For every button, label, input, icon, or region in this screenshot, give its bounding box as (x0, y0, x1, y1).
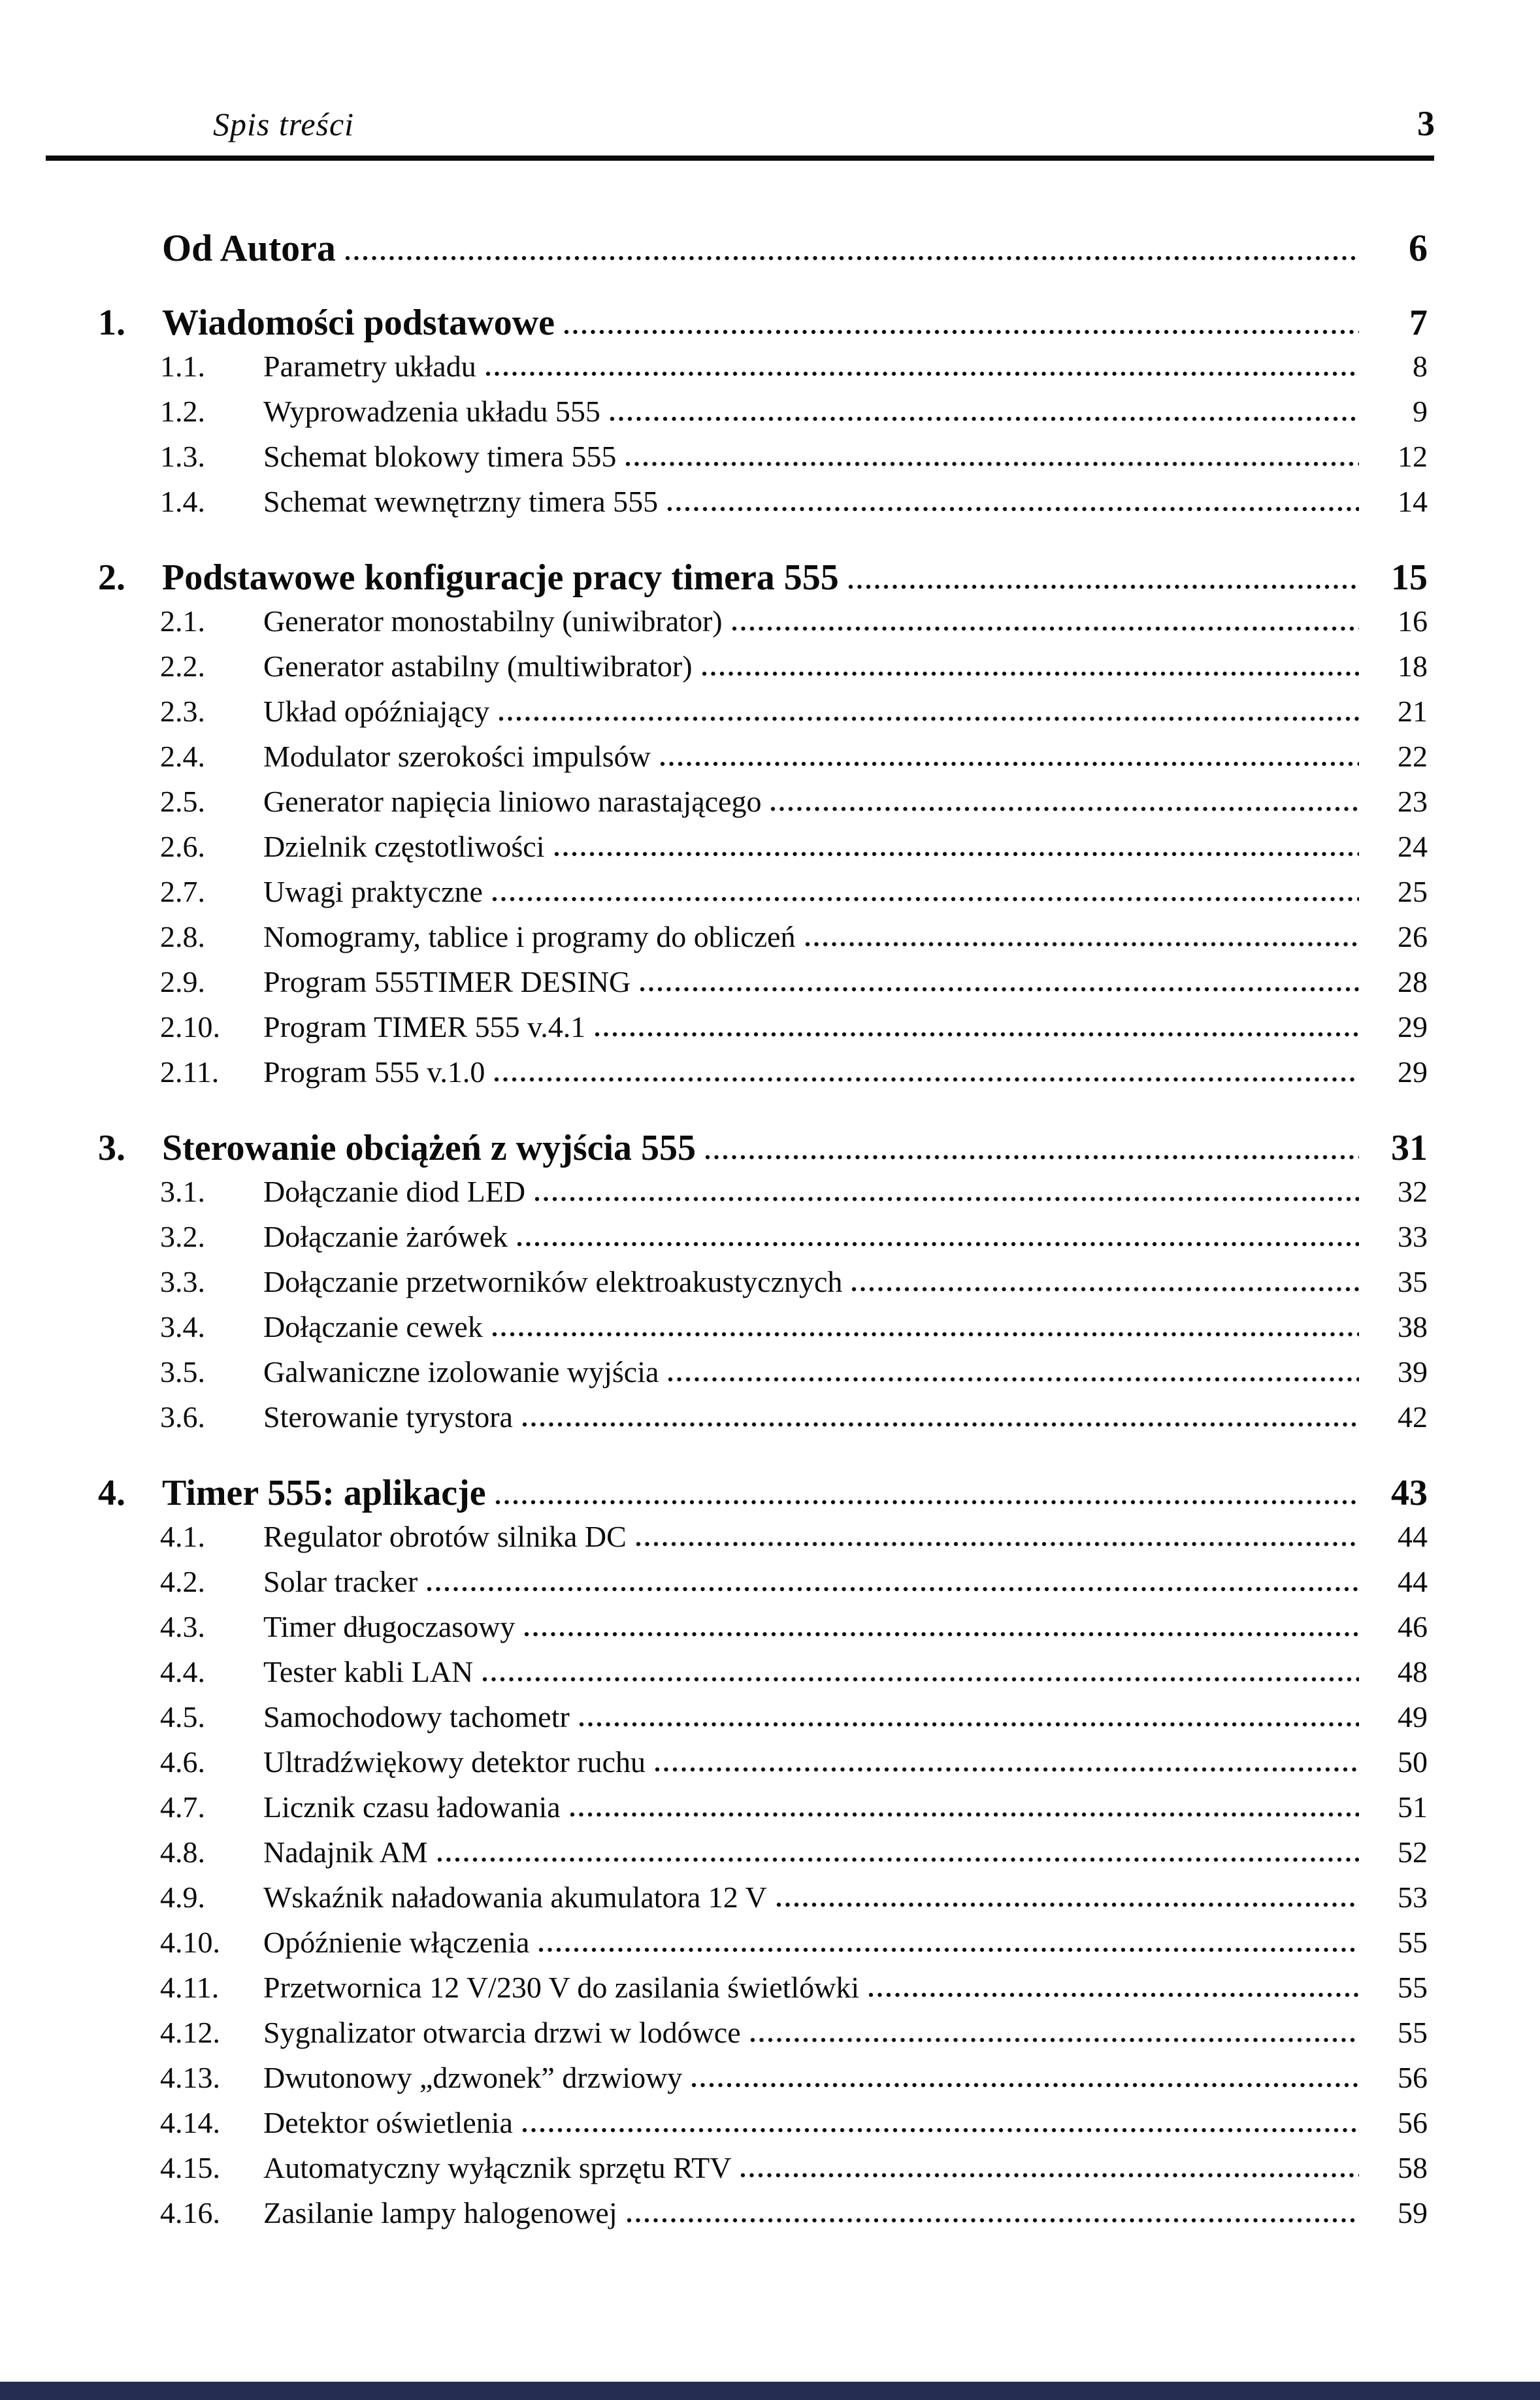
entry-page-number: 44 (1398, 1565, 1428, 1598)
entry-page-number: 21 (1398, 695, 1428, 728)
dot-leader (702, 671, 1359, 676)
toc-section-3 (0, 1127, 1540, 1445)
dot-leader (660, 761, 1359, 766)
toc-entry-row (0, 1355, 1540, 1400)
toc-entry-row (0, 439, 1540, 484)
entry-number: 4.5. (160, 1700, 205, 1734)
entry-number: 2.7. (160, 875, 205, 908)
entry-title: Regulator obrotów silnika DC (263, 1520, 627, 1553)
dot-leader (579, 1722, 1359, 1727)
entry-number: 2.5. (160, 785, 205, 818)
entry-title: Zasilanie lampy halogenowej (263, 2196, 617, 2229)
entry-page-number: 39 (1398, 1355, 1428, 1389)
section-page-number: 7 (1409, 303, 1428, 343)
scan-bottom-edge-bar (0, 2382, 1540, 2400)
dot-leader (492, 1332, 1359, 1337)
dot-leader (851, 1287, 1359, 1292)
entry-number: 4.6. (160, 1745, 205, 1779)
entry-page-number: 29 (1398, 1010, 1428, 1044)
entry-title: Tester kabli LAN (263, 1655, 474, 1688)
entry-title: Dołączanie cewek (263, 1310, 483, 1343)
entry-number: 4.10. (160, 1926, 220, 1959)
entry-number: 2.10. (160, 1010, 220, 1044)
toc-entry-row (0, 1654, 1540, 1700)
section-entries (0, 604, 1540, 1100)
entry-page-number: 12 (1398, 440, 1428, 473)
entry-title: Program 555TIMER DESING (263, 965, 631, 998)
toc-entry-row (0, 874, 1540, 919)
entry-page-number: 48 (1398, 1655, 1428, 1688)
entry-title: Generator astabilny (multiwibrator) (263, 649, 693, 683)
entry-page-number: 56 (1398, 2061, 1428, 2094)
dot-leader (494, 1077, 1359, 1082)
entry-number: 3.4. (160, 1310, 205, 1343)
entry-title: Program 555 v.1.0 (263, 1055, 485, 1089)
dot-leader (750, 2037, 1359, 2043)
entry-number: 3.2. (160, 1220, 205, 1253)
entry-number: 2.11. (160, 1055, 220, 1089)
entry-page-number: 49 (1398, 1700, 1428, 1734)
dot-leader (554, 851, 1360, 857)
entry-page-number: 22 (1398, 740, 1428, 773)
entry-number: 4.3. (160, 1610, 205, 1643)
front-matter-page-number: 6 (1409, 227, 1428, 269)
dot-leader (848, 584, 1359, 589)
toc-entry-row (0, 829, 1540, 874)
entry-page-number: 26 (1398, 920, 1428, 953)
entry-title: Schemat wewnętrzny timera 555 (263, 485, 659, 518)
entry-title: Dołączanie przetworników elektroakustycznych (263, 1265, 843, 1298)
entry-page-number: 42 (1398, 1400, 1428, 1434)
entry-title: Sygnalizator otwarcia drzwi w lodówce (263, 2016, 741, 2049)
toc-entry-row (0, 1835, 1540, 1880)
entry-number: 1.2. (160, 395, 205, 428)
entry-page-number: 38 (1398, 1310, 1428, 1343)
toc-entry-row (0, 1925, 1540, 1970)
entry-title: Ultradźwiękowy detektor ruchu (263, 1745, 646, 1779)
toc-entry-row (0, 1219, 1540, 1264)
dot-leader (595, 1032, 1359, 1037)
section-heading-row (0, 557, 1540, 604)
entry-title: Schemat blokowy timera 555 (263, 440, 617, 473)
section-number: 2. (98, 557, 125, 598)
entry-page-number: 58 (1398, 2151, 1428, 2184)
toc-entry-row (0, 604, 1540, 649)
toc-entry-row (0, 484, 1540, 529)
toc-entry-row (0, 2195, 1540, 2241)
dot-leader (705, 1155, 1359, 1160)
toc-entry-row (0, 1609, 1540, 1654)
entry-number: 4.14. (160, 2106, 220, 2139)
entry-title: Uwagi praktyczne (263, 875, 483, 908)
toc-entry-row (0, 784, 1540, 829)
entry-page-number: 28 (1398, 965, 1428, 998)
entry-page-number: 51 (1398, 1790, 1428, 1824)
entry-page-number: 29 (1398, 1055, 1428, 1089)
toc-section-4 (0, 1472, 1540, 2241)
entry-number: 2.1. (160, 604, 205, 638)
entry-title: Samochodowy tachometr (263, 1700, 570, 1734)
entry-title: Timer długoczasowy (263, 1610, 516, 1643)
section-title: Timer 555: aplikacje (162, 1473, 486, 1513)
entry-title: Generator napięcia liniowo narastającego (263, 785, 762, 818)
entry-title: Opóźnienie włączenia (263, 1926, 530, 1959)
section-entries (0, 1174, 1540, 1445)
toc-entry-row (0, 1010, 1540, 1055)
entry-page-number: 35 (1398, 1265, 1428, 1298)
toc-entry-row (0, 964, 1540, 1010)
entry-number: 4.13. (160, 2061, 220, 2094)
entry-title: Detektor oświetlenia (263, 2106, 513, 2139)
entry-page-number: 9 (1413, 395, 1428, 428)
dot-leader (495, 1500, 1359, 1505)
entry-title: Dwutonowy „dzwonek” drzwiowy (263, 2061, 683, 2094)
section-entries (0, 1519, 1540, 2241)
dot-leader (636, 1541, 1359, 1547)
dot-leader (740, 2173, 1359, 2178)
entry-page-number: 46 (1398, 1610, 1428, 1643)
toc-entry-row (0, 1309, 1540, 1355)
dot-leader (345, 255, 1359, 261)
toc-entry-row (0, 1055, 1540, 1100)
dot-leader (522, 1422, 1359, 1427)
entry-title: Dzielnik częstotliwości (263, 830, 545, 863)
section-title: Podstawowe konfiguracje pracy timera 555 (162, 557, 839, 598)
toc-entry-row (0, 2060, 1540, 2105)
entry-number: 1.4. (160, 485, 205, 518)
dot-leader (485, 371, 1359, 376)
dot-leader (691, 2082, 1359, 2088)
dot-leader (437, 1857, 1359, 1862)
toc-entry-row (0, 1519, 1540, 1564)
entry-number: 2.3. (160, 695, 205, 728)
entry-number: 4.16. (160, 2196, 220, 2229)
dot-leader (805, 942, 1359, 947)
section-heading-row (0, 1472, 1540, 1519)
entry-number: 4.8. (160, 1835, 205, 1869)
entry-title: Wskaźnik naładowania akumulatora 12 V (263, 1881, 767, 1914)
dot-leader (427, 1586, 1359, 1592)
entry-number: 2.2. (160, 649, 205, 683)
dot-leader (732, 626, 1359, 631)
dot-leader (564, 329, 1359, 335)
section-heading-row (0, 302, 1540, 349)
entry-title: Program TIMER 555 v.4.1 (263, 1010, 586, 1044)
section-title: Wiadomości podstawowe (162, 303, 555, 343)
entry-title: Sterowanie tyrystora (263, 1400, 513, 1434)
entry-title: Parametry układu (263, 350, 476, 383)
section-title: Sterowanie obciążeń z wyjścia 555 (162, 1128, 696, 1168)
entry-number: 4.11. (160, 1971, 220, 2004)
toc-entry-row (0, 649, 1540, 694)
dot-leader (482, 1677, 1359, 1682)
entry-title: Licznik czasu ładowania (263, 1790, 561, 1824)
entry-number: 3.5. (160, 1355, 205, 1389)
entry-page-number: 55 (1398, 1971, 1428, 2004)
entry-number: 4.1. (160, 1520, 205, 1553)
entry-page-number: 55 (1398, 2016, 1428, 2049)
toc-entry-row (0, 694, 1540, 739)
toc-sections (0, 302, 1540, 2241)
dot-leader (667, 506, 1359, 512)
entry-title: Dołączanie żarówek (263, 1220, 508, 1253)
dot-leader (522, 2128, 1359, 2133)
entry-page-number: 14 (1398, 485, 1428, 518)
entry-number: 3.3. (160, 1265, 205, 1298)
entry-number: 4.4. (160, 1655, 205, 1688)
toc-entry-row (0, 2015, 1540, 2060)
entry-number: 2.6. (160, 830, 205, 863)
dot-leader (868, 1992, 1359, 1997)
page-header (0, 0, 1540, 161)
entry-title: Automatyczny wyłącznik sprzętu RTV (263, 2151, 732, 2184)
entry-number: 4.15. (160, 2151, 220, 2184)
dot-leader (625, 461, 1359, 467)
entry-page-number: 8 (1413, 350, 1428, 383)
entry-title: Galwaniczne izolowanie wyjścia (263, 1355, 659, 1389)
entry-title: Przetwornica 12 V/230 V do zasilania świetlówki (263, 1971, 860, 2004)
entry-title: Układ opóźniający (263, 695, 490, 728)
running-header (0, 0, 1540, 144)
dot-leader (517, 1241, 1359, 1247)
entry-title: Dołączanie diod LED (263, 1175, 526, 1208)
entry-page-number: 59 (1398, 2196, 1428, 2229)
dot-leader (538, 1947, 1359, 1952)
entry-title: Wyprowadzenia układu 555 (263, 395, 600, 428)
dot-leader (492, 896, 1359, 902)
entry-number: 3.6. (160, 1400, 205, 1434)
section-number: 4. (98, 1473, 125, 1513)
dot-leader (668, 1377, 1359, 1382)
toc-entry-row (0, 1264, 1540, 1309)
entry-number: 4.2. (160, 1565, 205, 1598)
section-page-number: 31 (1391, 1128, 1428, 1168)
entry-page-number: 33 (1398, 1220, 1428, 1253)
entry-page-number: 44 (1398, 1520, 1428, 1553)
dot-leader (640, 987, 1359, 992)
dot-leader (627, 2218, 1359, 2223)
toc-entry-row (0, 1174, 1540, 1219)
entry-number: 2.9. (160, 965, 205, 998)
entry-title: Solar tracker (263, 1565, 418, 1598)
entry-page-number: 56 (1398, 2106, 1428, 2139)
dot-leader (499, 716, 1359, 721)
header-rule (46, 156, 1434, 161)
running-header-page-number: 3 (1417, 104, 1435, 143)
entry-page-number: 25 (1398, 875, 1428, 908)
entry-number: 2.8. (160, 920, 205, 953)
toc-entry-row (0, 1400, 1540, 1445)
section-number: 3. (98, 1128, 125, 1168)
dot-leader (524, 1632, 1359, 1637)
toc-entry-row (0, 1880, 1540, 1925)
entry-page-number: 24 (1398, 830, 1428, 863)
dot-leader (776, 1902, 1359, 1907)
toc-entry-row (0, 2105, 1540, 2150)
section-number: 1. (98, 303, 125, 343)
section-page-number: 15 (1391, 557, 1428, 598)
entry-number: 2.4. (160, 740, 205, 773)
section-entries (0, 349, 1540, 529)
toc-entry-row (0, 739, 1540, 784)
toc-entry-row (0, 1564, 1540, 1609)
running-header-title: Spis treści (213, 106, 355, 142)
entry-number: 1.3. (160, 440, 205, 473)
toc-list (0, 226, 1540, 2241)
toc-section-1 (0, 302, 1540, 529)
toc-entry-front-matter (0, 226, 1540, 274)
entry-title: Nadajnik AM (263, 1835, 428, 1869)
section-page-number: 43 (1391, 1473, 1428, 1513)
entry-title: Modulator szerokości impulsów (263, 740, 651, 773)
toc-entry-row (0, 1970, 1540, 2015)
dot-leader (655, 1767, 1359, 1772)
toc-entry-row (0, 919, 1540, 964)
entry-number: 3.1. (160, 1175, 205, 1208)
dot-leader (534, 1196, 1359, 1202)
entry-title: Nomogramy, tablice i programy do obliczeń (263, 920, 796, 953)
entry-page-number: 32 (1398, 1175, 1428, 1208)
toc-entry-row (0, 1745, 1540, 1790)
toc-entry-row (0, 394, 1540, 439)
toc-entry-row (0, 2150, 1540, 2195)
entry-number: 1.1. (160, 350, 205, 383)
entry-page-number: 16 (1398, 604, 1428, 638)
entry-page-number: 18 (1398, 649, 1428, 683)
entry-number: 4.7. (160, 1790, 205, 1824)
section-heading-row (0, 1127, 1540, 1174)
dot-leader (610, 416, 1359, 421)
entry-title: Generator monostabilny (uniwibrator) (263, 604, 723, 638)
entry-page-number: 50 (1398, 1745, 1428, 1779)
toc-entry-row (0, 349, 1540, 394)
dot-leader (770, 806, 1359, 812)
front-matter-label: Od Autora (162, 227, 336, 269)
entry-number: 4.12. (160, 2016, 220, 2049)
entry-page-number: 23 (1398, 785, 1428, 818)
entry-page-number: 53 (1398, 1881, 1428, 1914)
entry-number: 4.9. (160, 1881, 205, 1914)
toc-entry-row (0, 1700, 1540, 1745)
toc-section-2 (0, 557, 1540, 1100)
toc-entry-row (0, 1790, 1540, 1835)
entry-page-number: 52 (1398, 1835, 1428, 1869)
dot-leader (570, 1812, 1359, 1817)
entry-page-number: 55 (1398, 1926, 1428, 1959)
